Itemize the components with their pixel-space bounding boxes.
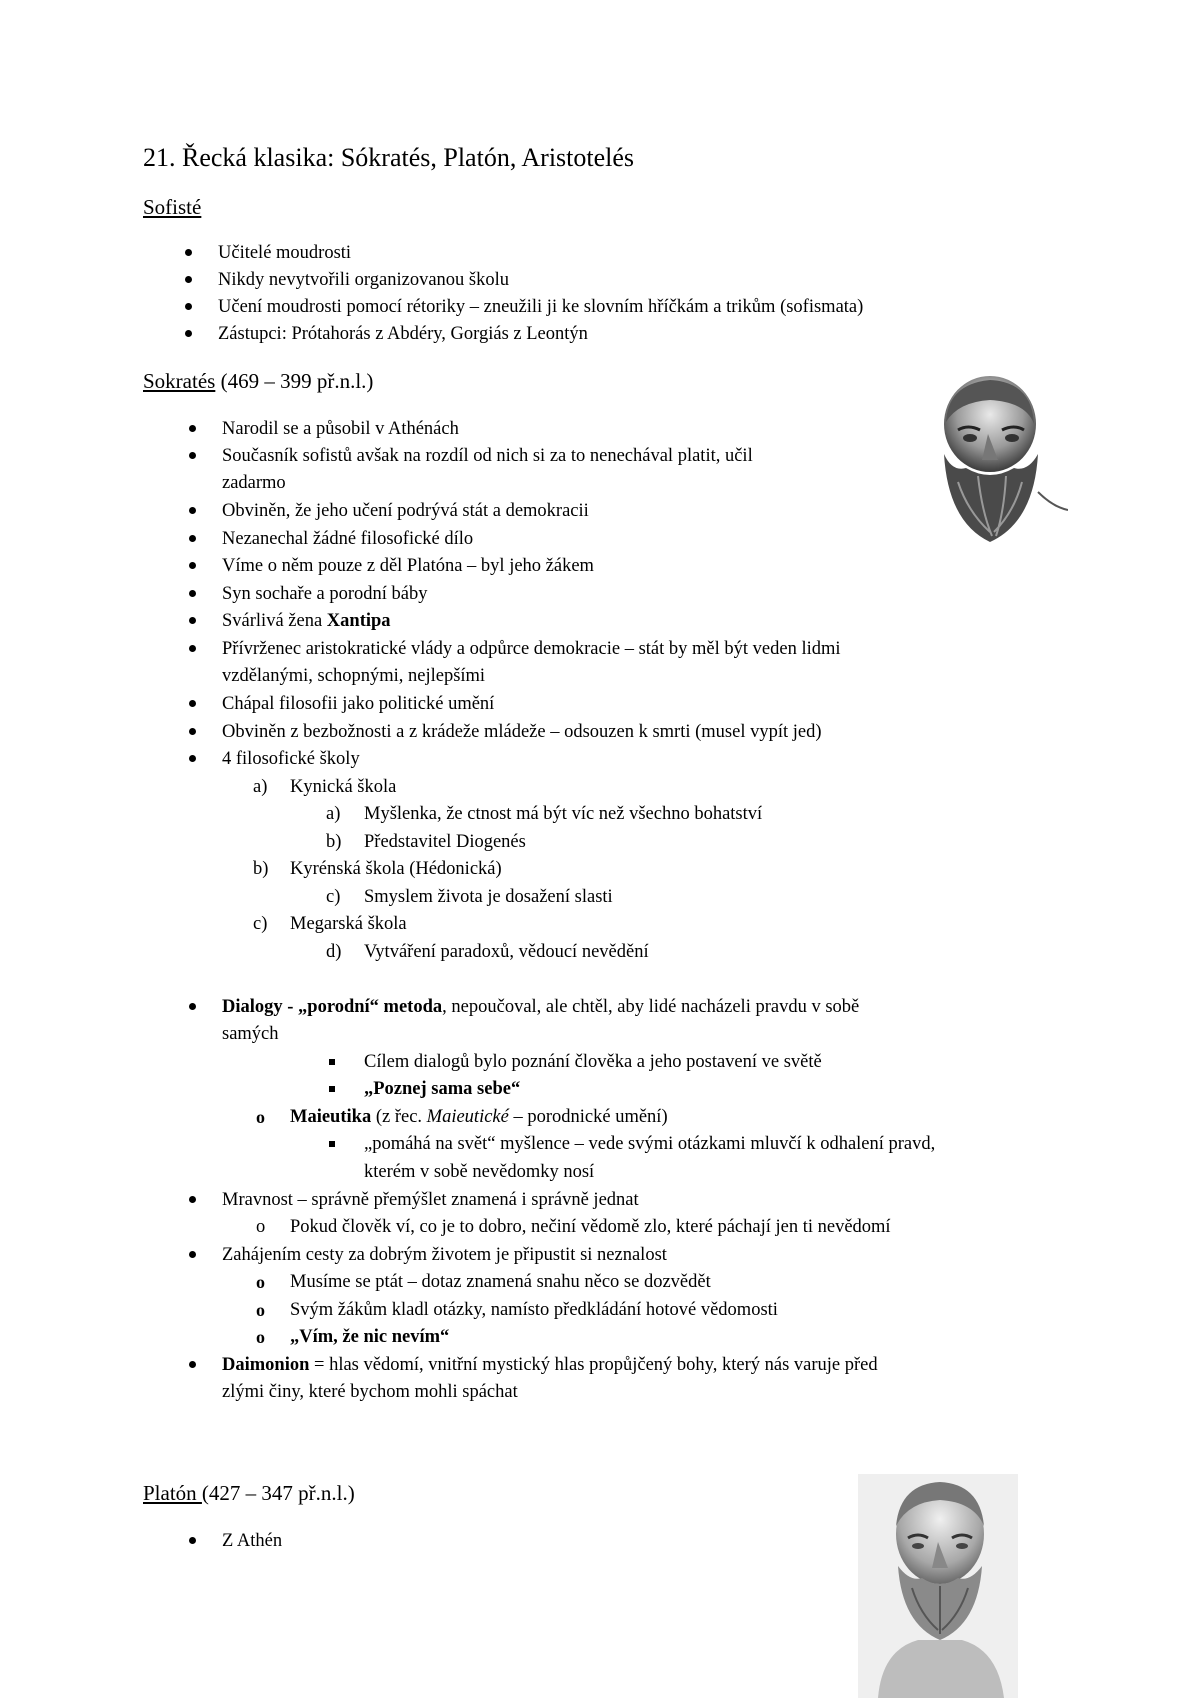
bullet-icon [189, 1003, 196, 1010]
list-subitem [290, 1323, 449, 1351]
list-item-continuation: vzdělanými, schopnými, nejlepšími [222, 666, 486, 686]
list-item-bold: „Poznej sama sebe“ [364, 1079, 521, 1099]
list-item-continuation: samých [222, 1024, 279, 1044]
bullet-icon [185, 276, 192, 283]
school-subitem: Představitel Diogenés [364, 832, 526, 852]
bullet-icon [189, 535, 196, 542]
list-item-continuation: kterém v sobě nevědomky nosí [364, 1162, 595, 1182]
list-item-bold: Maieutika [290, 1107, 372, 1127]
bullet-icon [189, 562, 196, 569]
list-item-bold: Xantipa [326, 611, 391, 631]
list-item: Učení moudrosti pomocí rétoriky – zneužili ji ke slovním hříčkám a trikům (sofismata) [218, 297, 864, 317]
bullet-icon [185, 330, 192, 337]
square-bullet-icon [329, 1141, 335, 1147]
list-item: Víme o něm pouze z děl Platóna – byl jeho žákem [222, 556, 594, 576]
bullet-icon [189, 1361, 196, 1368]
list-subitem: „pomáhá na svět“ myšlence – vede svými otázkami mluvčí k odhalení pravd, [364, 1134, 936, 1154]
list-item: Učitelé moudrosti [218, 243, 352, 263]
list-item-text: (z řec. [371, 1107, 427, 1127]
bullet-icon [189, 728, 196, 735]
circle-bullet-icon: o [256, 1107, 265, 1127]
page-title: 21. Řecká klasika: Sókratés, Platón, Aristotelés [143, 143, 635, 172]
list-item: Narodil se a působil v Athénách [222, 419, 459, 439]
list-item: Syn sochaře a porodní báby [222, 584, 428, 604]
bullet-icon [189, 755, 196, 762]
list-item: Zahájením cesty za dobrým životem je připustit si neznalost [222, 1245, 667, 1265]
list-item [222, 993, 859, 1021]
list-item-italic: Maieutické [426, 1107, 509, 1127]
section-heading-sokrates [143, 369, 373, 394]
bullet-icon [189, 425, 196, 432]
school-item: Kyrénská škola (Hédonická) [290, 859, 502, 879]
list-marker: d) [326, 942, 342, 962]
list-item: Přívrženec aristokratické vlády a odpůrce demokracie – stát by měl být veden lidmi [222, 639, 841, 659]
heading-name: Platón [143, 1481, 202, 1505]
list-item-continuation: zadarmo [222, 473, 286, 493]
square-bullet-icon [329, 1059, 335, 1065]
list-item: Z Athén [222, 1531, 283, 1551]
heading-name: Sokratés [143, 369, 216, 393]
bullet-icon [189, 700, 196, 707]
bullet-icon [189, 1537, 196, 1544]
list-item [222, 1351, 878, 1379]
heading-dates: (469 – 399 př.n.l.) [215, 369, 374, 393]
circle-bullet-icon: o [256, 1327, 265, 1347]
list-subitem: Cílem dialogů bylo poznání člověka a jeho postavení ve světě [364, 1052, 822, 1072]
list-subitem: Pokud člověk ví, co je to dobro, nečiní vědomě zlo, které páchají jen ti nevědomí [290, 1217, 891, 1237]
list-marker: b) [326, 832, 342, 852]
list-item-bold: „Vím, že nic nevím“ [290, 1327, 450, 1347]
list-subitem [290, 1103, 668, 1131]
list-marker: b) [253, 859, 269, 879]
list-item-text: = hlas vědomí, vnitřní mystický hlas propůjčený bohy, který nás varuje před [309, 1355, 878, 1375]
list-item: Nikdy nevytvořili organizovanou školu [218, 270, 509, 290]
list-marker: a) [253, 777, 268, 797]
bullet-icon [189, 452, 196, 459]
bullet-icon [189, 1196, 196, 1203]
bullet-icon [185, 249, 192, 256]
list-item: Obviněn, že jeho učení podrývá stát a demokracii [222, 501, 589, 521]
school-subitem: Vytváření paradoxů, vědoucí nevědění [364, 942, 649, 962]
bullet-icon [189, 617, 196, 624]
list-marker: a) [326, 804, 341, 824]
circle-bullet-icon: o [256, 1217, 266, 1237]
list-item: Chápal filosofii jako politické umění [222, 694, 495, 714]
list-subitem: Svým žákům kladl otázky, namísto předkládání hotové vědomosti [290, 1300, 778, 1320]
list-item: Obviněn z bezbožnosti a z krádeže mládeže – odsouzen k smrti (musel vypít jed) [222, 722, 822, 742]
circle-bullet-icon: o [256, 1272, 265, 1292]
list-marker: c) [326, 887, 341, 907]
heading-dates: (427 – 347 př.n.l.) [201, 1481, 355, 1505]
section-heading-sofiste: Sofisté [143, 195, 202, 219]
bullet-icon [189, 645, 196, 652]
list-item-bold: Dialogy - „porodní“ metoda [222, 997, 443, 1017]
list-item-text: , nepoučoval, ale chtěl, aby lidé nacházeli pravdu v sobě [442, 997, 860, 1017]
list-item-text: – porodnické umění) [508, 1107, 668, 1127]
list-subitem [364, 1075, 520, 1103]
list-marker: c) [253, 914, 268, 934]
sokrates-portrait [918, 372, 1068, 550]
list-item: Současník sofistů avšak na rozdíl od nich si za to nenechával platit, učil [222, 446, 753, 466]
bullet-icon [189, 1251, 196, 1258]
list-subitem: Musíme se ptát – dotaz znamená snahu něco se dozvědět [290, 1272, 711, 1292]
school-item: Megarská škola [290, 914, 407, 934]
list-item-continuation: zlými činy, které bychom mohli spáchat [222, 1382, 518, 1402]
circle-bullet-icon: o [256, 1300, 265, 1320]
list-item: Zástupci: Prótahorás z Abdéry, Gorgiás z Leontýn [218, 324, 588, 344]
bullet-icon [189, 590, 196, 597]
platon-portrait [858, 1474, 1018, 1698]
list-item: Mravnost – správně přemýšlet znamená i správně jednat [222, 1190, 639, 1210]
list-item: 4 filosofické školy [222, 749, 360, 769]
school-item: Kynická škola [290, 777, 397, 797]
school-subitem: Myšlenka, že ctnost má být víc než všechno bohatství [364, 804, 763, 824]
list-item-text: Svárlivá žena [222, 611, 327, 631]
school-subitem: Smyslem života je dosažení slasti [364, 887, 613, 907]
bullet-icon [189, 507, 196, 514]
square-bullet-icon [329, 1086, 335, 1092]
list-item-bold: Daimonion [222, 1355, 310, 1375]
bullet-icon [185, 303, 192, 310]
list-item: Nezanechal žádné filosofické dílo [222, 529, 474, 549]
list-item [222, 607, 391, 635]
section-heading-platon [143, 1481, 355, 1506]
